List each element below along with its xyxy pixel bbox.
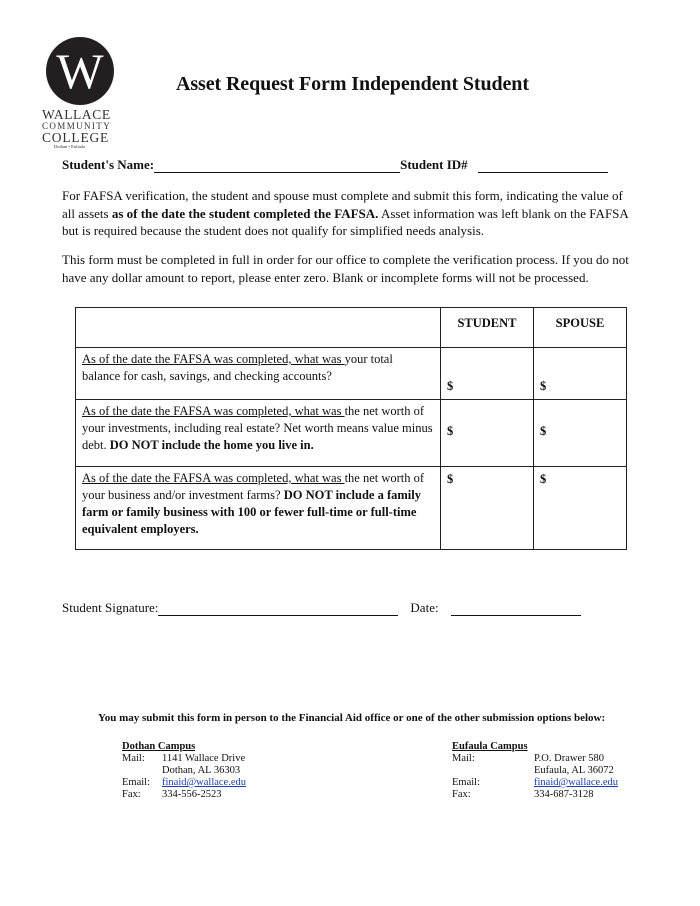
instructions-paragraph-1 (62, 187, 637, 240)
fax-label: Fax: (452, 789, 471, 800)
signature-label: Student Signature: (62, 600, 159, 615)
question-bold: DO NOT include a family farm or family business with 100 or fewer full-time or full-time equivalent employers. (82, 488, 421, 536)
fax-label: Fax: (122, 789, 141, 800)
mail-label: Mail: (122, 753, 145, 764)
student-cash-field[interactable]: $ (441, 348, 534, 400)
signature-row (62, 600, 581, 616)
question-investments (76, 400, 441, 467)
email-link[interactable]: finaid@wallace.edu (162, 777, 247, 788)
spouse-investments-field[interactable]: $ (534, 400, 627, 467)
question-lead: As of the date the FAFSA was completed, what was (82, 352, 345, 366)
question-lead: As of the date the FAFSA was completed, what was (82, 404, 345, 418)
question-text: the net worth of your investments, including real estate? Net worth means value minus debt. (82, 404, 433, 452)
logo-line-3: COLLEGE (42, 130, 110, 145)
student-id-label: Student ID# (400, 157, 468, 172)
header-spouse: SPOUSE (534, 308, 627, 348)
header-student: STUDENT (441, 308, 534, 348)
mail-address-line-2: Eufaula, AL 36072 (534, 765, 614, 776)
logo-line-4: Dothan • Eufaula (54, 144, 86, 149)
campus-name: Eufaula Campus (452, 741, 528, 752)
page-title: Asset Request Form Independent Student (176, 73, 529, 95)
student-name-label: Student's Name: (62, 157, 155, 172)
eufaula-campus-block (452, 741, 618, 801)
mail-address-line-1: 1141 Wallace Drive (162, 753, 246, 764)
logo-line-1: WALLACE (42, 107, 111, 122)
campus-name: Dothan Campus (122, 741, 196, 752)
email-label: Email: (122, 777, 150, 788)
instructions-text: Asset information was left blank on the FAFSA but is required because the student does not qualify for simplified needs analysis. (62, 205, 629, 238)
date-label: Date: (410, 600, 439, 615)
fax-number: 334-687-3128 (534, 789, 594, 800)
table-row (76, 467, 627, 550)
dothan-campus-block (122, 741, 246, 801)
date-field[interactable] (451, 604, 581, 616)
mail-address-line-1: P.O. Drawer 580 (534, 753, 604, 764)
email-link[interactable]: finaid@wallace.edu (534, 777, 619, 788)
table-row (76, 400, 627, 467)
mail-address-line-2: Dothan, AL 36303 (162, 765, 241, 776)
question-text: your total balance for cash, savings, and checking accounts? (82, 352, 393, 383)
student-business-field[interactable]: $ (441, 467, 534, 550)
student-investments-field[interactable]: $ (441, 400, 534, 467)
question-text: the net worth of your business and/or investment farms? (82, 471, 425, 502)
spouse-cash-field[interactable]: $ (534, 348, 627, 400)
question-lead: As of the date the FAFSA was completed, what was (82, 471, 345, 485)
instructions-emphasis: as of the date the student completed the FAFSA. (111, 205, 379, 221)
spouse-business-field[interactable]: $ (534, 467, 627, 550)
svg-text:W: W (56, 43, 104, 99)
email-label: Email: (452, 777, 480, 788)
student-info-row (62, 157, 608, 173)
instructions-text: For FAFSA verification, the student and spouse must complete and submit this form, indicating the value of all assets (62, 188, 623, 221)
mail-label: Mail: (452, 753, 475, 764)
question-cash (76, 348, 441, 400)
logo-emblem-icon (45, 36, 115, 106)
submission-note: You may submit this form in person to the Financial Aid office or one of the other submission options below: (98, 712, 606, 724)
question-business (76, 467, 441, 550)
table-header-row (76, 308, 627, 348)
logo-line-2: COMMUNITY (42, 121, 112, 131)
question-bold: DO NOT include the home you live in. (109, 438, 314, 452)
signature-field[interactable] (158, 604, 398, 616)
student-id-field[interactable] (478, 161, 608, 173)
header-question (76, 308, 441, 348)
student-name-field[interactable] (154, 161, 400, 173)
instructions-paragraph-2: This form must be completed in full in order for our office to complete the verification process. If you do not have any dollar amount to report, please enter zero. Blank or incomplete forms will not be processed. (62, 252, 629, 285)
fax-number: 334-556-2523 (162, 789, 222, 800)
table-row (76, 348, 627, 400)
asset-table (75, 307, 627, 550)
college-logo (42, 36, 118, 150)
